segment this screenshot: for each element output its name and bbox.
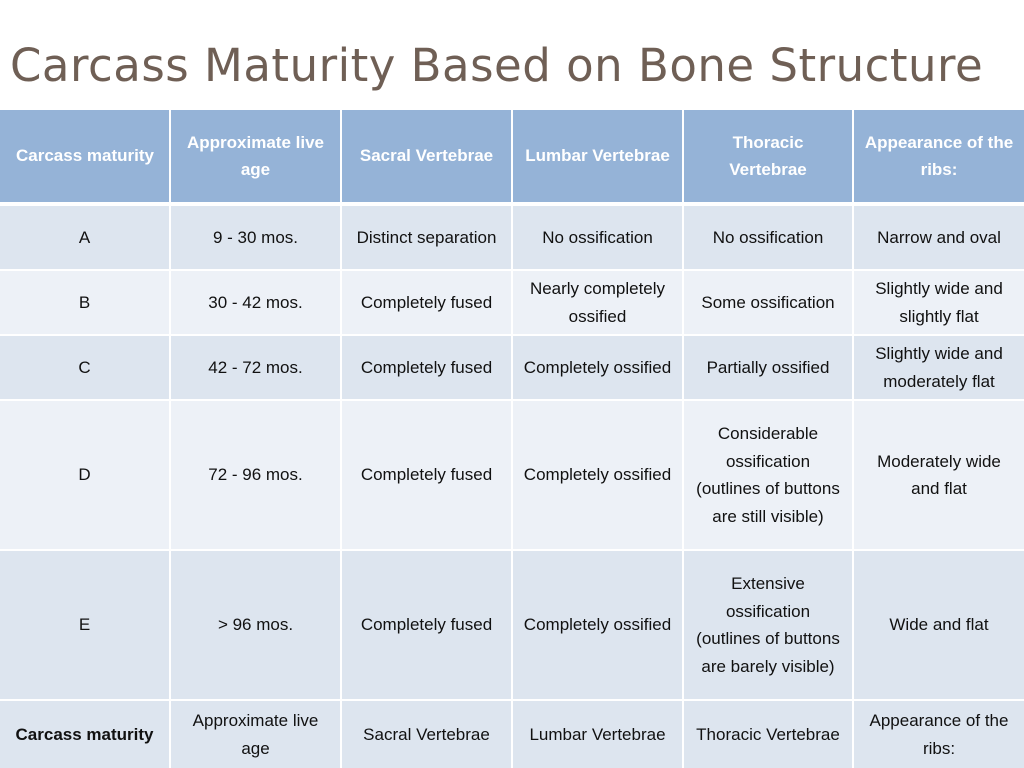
table-cell: D xyxy=(0,401,171,551)
footer-cell-carcass-maturity: Carcass maturity xyxy=(0,701,171,768)
table-cell: Completely ossified xyxy=(513,336,684,401)
header-cell-sacral: Sacral Vertebrae xyxy=(342,110,513,206)
table-cell: No ossification xyxy=(684,206,854,271)
footer-cell-ribs: Appearance of the ribs: xyxy=(854,701,1024,768)
header-cell-lumbar: Lumbar Vertebrae xyxy=(513,110,684,206)
table-cell: Completely ossified xyxy=(513,551,684,701)
table-cell: 9 - 30 mos. xyxy=(171,206,342,271)
table-cell: Some ossification xyxy=(684,271,854,336)
footer-cell-sacral: Sacral Vertebrae xyxy=(342,701,513,768)
table-cell: Completely fused xyxy=(342,336,513,401)
table-cell: C xyxy=(0,336,171,401)
table-cell: A xyxy=(0,206,171,271)
table-cell: Completely fused xyxy=(342,271,513,336)
table-cell: Partially ossified xyxy=(684,336,854,401)
table-cell: > 96 mos. xyxy=(171,551,342,701)
table-cell: Completely ossified xyxy=(513,401,684,551)
table-cell: B xyxy=(0,271,171,336)
table-cell: Slightly wide and slightly flat xyxy=(854,271,1024,336)
header-cell-live-age: Approximate live age xyxy=(171,110,342,206)
table-cell: No ossification xyxy=(513,206,684,271)
table-cell: 30 - 42 mos. xyxy=(171,271,342,336)
slide-title: Carcass Maturity Based on Bone Structure xyxy=(10,39,984,92)
table-cell: Completely fused xyxy=(342,401,513,551)
table-cell: Moderately wide and flat xyxy=(854,401,1024,551)
table-cell: Narrow and oval xyxy=(854,206,1024,271)
header-cell-thoracic: Thoracic Vertebrae xyxy=(684,110,854,206)
footer-cell-thoracic: Thoracic Vertebrae xyxy=(684,701,854,768)
table-cell: Wide and flat xyxy=(854,551,1024,701)
maturity-table xyxy=(0,110,1024,768)
header-cell-carcass-maturity: Carcass maturity xyxy=(0,110,171,206)
table-cell: 72 - 96 mos. xyxy=(171,401,342,551)
table-cell: Nearly completely ossified xyxy=(513,271,684,336)
table-cell: Extensive ossification (outlines of buttons are barely visible) xyxy=(684,551,854,701)
footer-cell-live-age: Approximate live age xyxy=(171,701,342,768)
table-cell: Slightly wide and moderately flat xyxy=(854,336,1024,401)
table-cell: E xyxy=(0,551,171,701)
table-cell: Considerable ossification (outlines of buttons are still visible) xyxy=(684,401,854,551)
header-cell-ribs: Appearance of the ribs: xyxy=(854,110,1024,206)
table-cell: Completely fused xyxy=(342,551,513,701)
table-cell: 42 - 72 mos. xyxy=(171,336,342,401)
table-cell: Distinct separation xyxy=(342,206,513,271)
footer-cell-lumbar: Lumbar Vertebrae xyxy=(513,701,684,768)
